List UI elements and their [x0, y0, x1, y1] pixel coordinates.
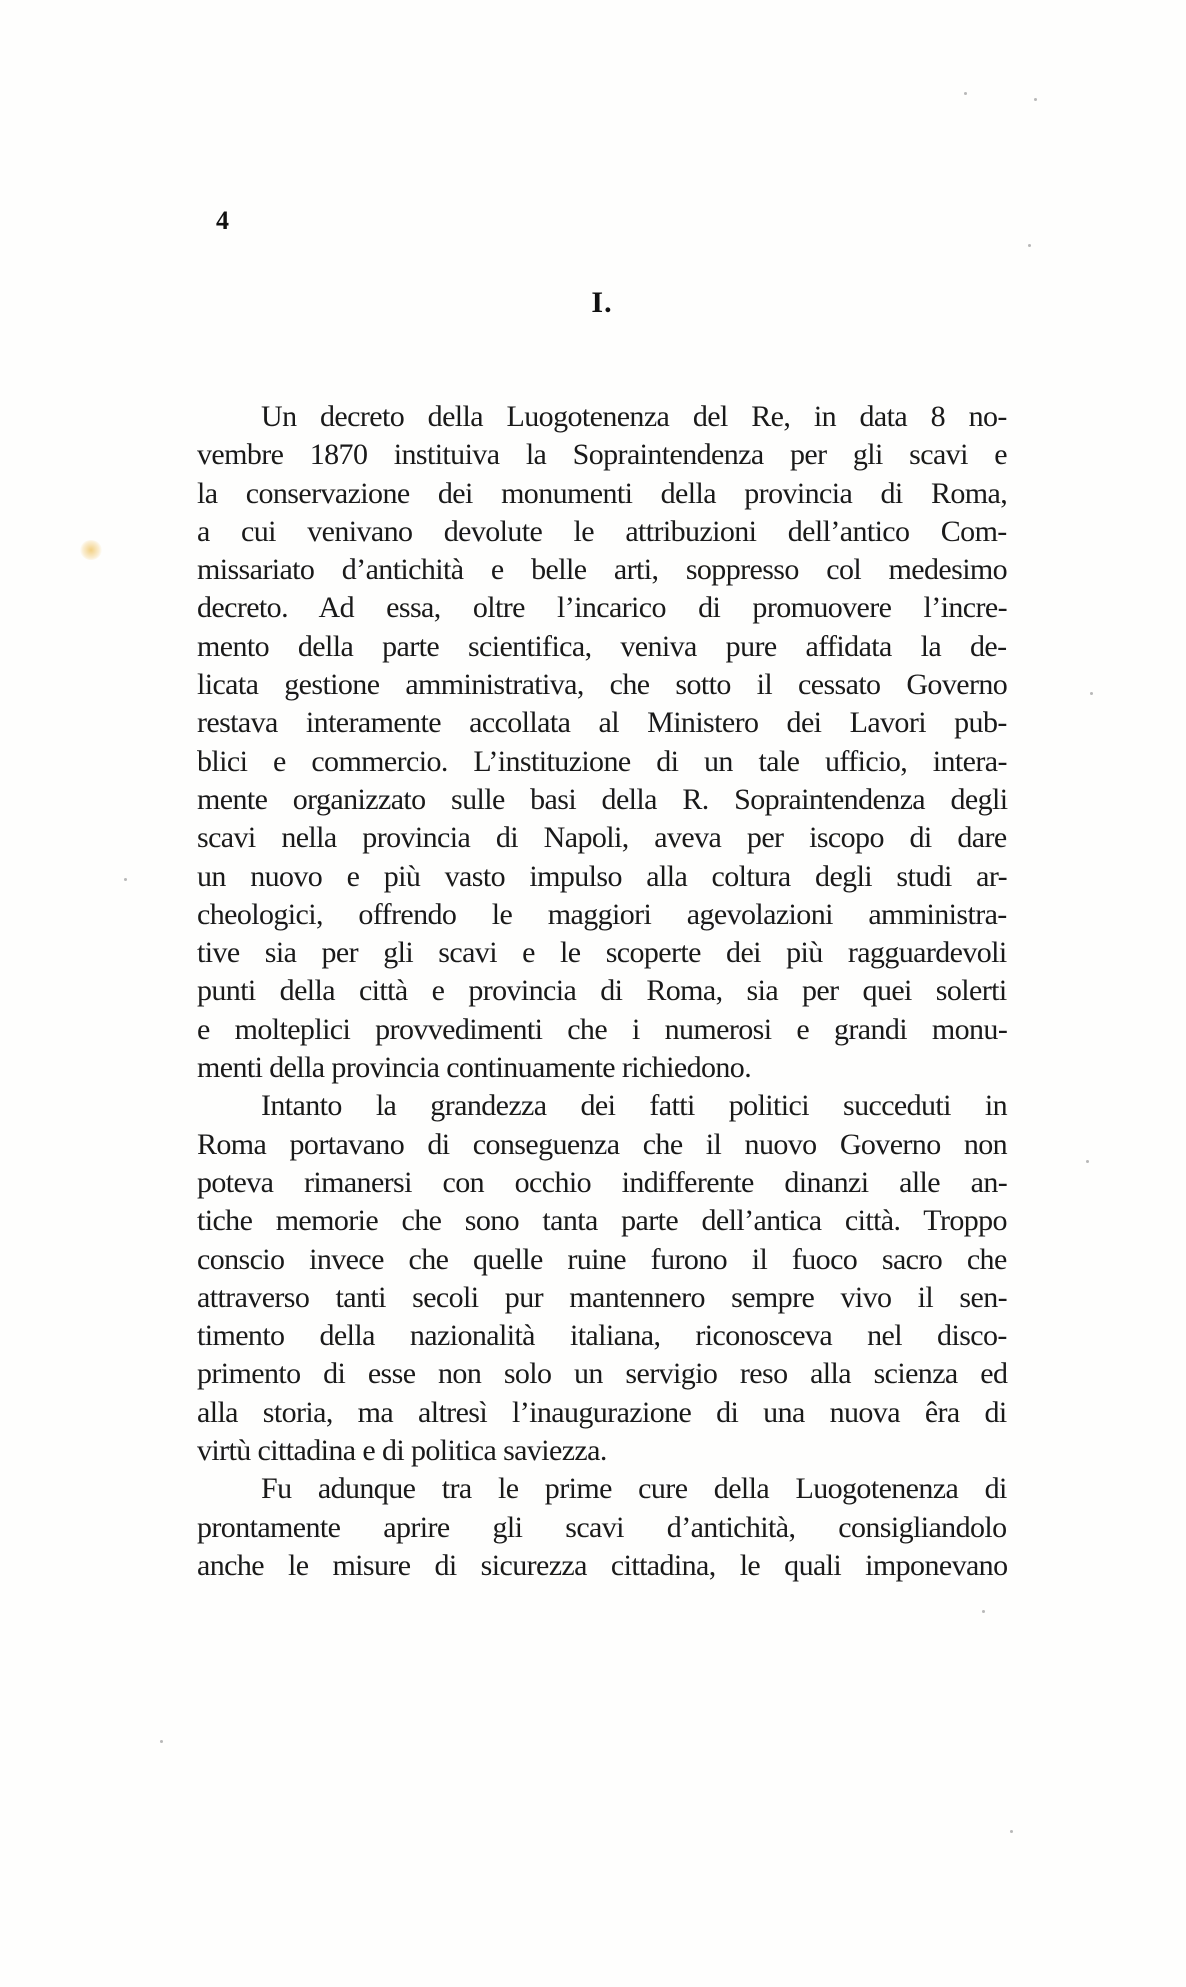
text-line: prontamente aprire gli scavi d’antichità, consigliandolo	[197, 1510, 1007, 1544]
paragraph-1	[197, 398, 1007, 1087]
text-line: un nuovo e più vasto impulso alla coltura degli studi ar-	[197, 859, 1008, 893]
text-line: tiche memorie che sono tanta parte dell’antica città. Troppo	[197, 1204, 1007, 1238]
text-line: missariato d’antichità e belle arti, soppresso col medesimo	[197, 553, 1008, 587]
text-line: vembre 1870 instituiva la Sopraintendenza per gli scavi e	[197, 438, 1007, 472]
text-line: punti della città e provincia di Roma, sia per quei solerti	[197, 974, 1007, 1008]
text-line: tive sia per gli scavi e le scoperte dei più ragguardevoli	[197, 936, 1007, 970]
text-line: anche le misure di sicurezza cittadina, le quali imponevano	[197, 1548, 1008, 1582]
text-line: decreto. Ad essa, oltre l’incarico di promuovere l’incre-	[197, 591, 1008, 625]
text-line: primento di esse non solo un servigio reso alla scienza ed	[197, 1357, 1008, 1391]
text-line: timento della nazionalità italiana, riconosceva nel disco-	[197, 1319, 1007, 1353]
text-line: attraverso tanti secoli pur mantennero sempre vivo il sen-	[197, 1280, 1007, 1314]
text-line: licata gestione amministrativa, che sotto il cessato Governo	[197, 668, 1008, 702]
chapter-heading: I.	[591, 286, 613, 319]
paper-speck	[160, 1740, 163, 1743]
text-line: cheologici, offrendo le maggiori agevolazioni amministra-	[197, 897, 1007, 931]
paper-speck	[964, 92, 967, 95]
body-text	[197, 398, 1007, 1585]
text-line: Roma portavano di conseguenza che il nuovo Governo non	[197, 1127, 1008, 1161]
paper-speck	[1028, 244, 1031, 247]
text-line: a cui venivano devolute le attribuzioni dell’antico Com-	[197, 514, 1007, 548]
paper-speck	[1034, 98, 1037, 101]
text-line: blici e commercio. L’instituzione di un tale ufficio, intera-	[197, 744, 1007, 778]
text-line: mento della parte scientifica, veniva pure affidata la de-	[197, 629, 1007, 663]
text-line: e molteplici provvedimenti che i numerosi e grandi monu-	[197, 1012, 1008, 1046]
text-line: poteva rimanersi con occhio indifferente dinanzi alle an-	[197, 1165, 1008, 1199]
page-number: 4	[216, 206, 229, 235]
text-line: menti della provincia continuamente richiedono.	[197, 1051, 752, 1085]
text-line: virtù cittadina e di politica saviezza.	[197, 1434, 607, 1468]
text-line: Fu adunque tra le prime cure della Luogotenenza di	[261, 1472, 1007, 1506]
text-line: la conservazione dei monumenti della provincia di Roma,	[197, 476, 1008, 510]
text-line: restava interamente accollata al Ministero dei Lavori pub-	[197, 706, 1007, 740]
text-line: Intanto la grandezza dei fatti politici succeduti in	[261, 1089, 1008, 1123]
paper-speck	[1010, 1830, 1013, 1833]
paper-speck	[982, 1610, 985, 1613]
text-line: conscio invece che quelle ruine furono il fuoco sacro che	[197, 1242, 1007, 1276]
paper-speck	[1086, 1160, 1089, 1163]
paper-speck	[124, 878, 127, 881]
paper-speck	[1090, 692, 1093, 695]
paragraph-3	[197, 1470, 1007, 1585]
text-line: mente organizzato sulle basi della R. Sopraintendenza degli	[197, 782, 1008, 816]
paper-stain	[80, 540, 102, 560]
text-line: Un decreto della Luogotenenza del Re, in data 8 no-	[261, 400, 1007, 433]
text-line: scavi nella provincia di Napoli, aveva per iscopo di dare	[197, 821, 1007, 855]
paragraph-2	[197, 1087, 1007, 1470]
text-line: alla storia, ma altresì l’inaugurazione di una nuova êra di	[197, 1395, 1007, 1429]
